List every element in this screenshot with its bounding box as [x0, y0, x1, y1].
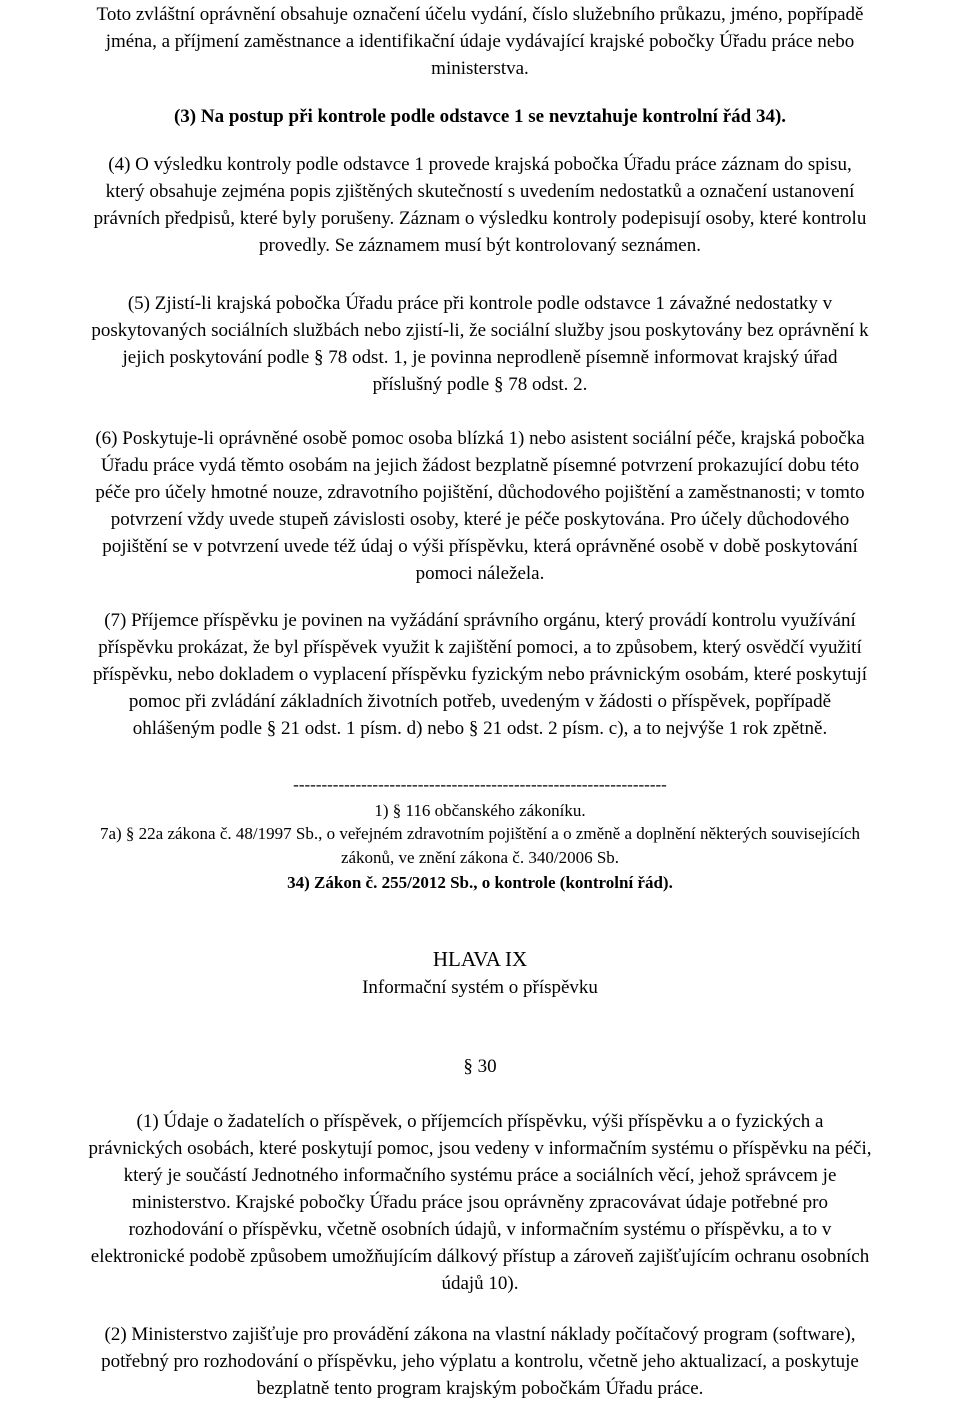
paragraph-7-line: (7) Příjemce příspěvku je povinen na vyžádání správního orgánu, který provádí kontrolu využívání — [104, 610, 856, 631]
section-30-para-1-line: ministerstvo. Krajské pobočky Úřadu práce jsou oprávněny zpracovávat údaje potřebné pro — [132, 1192, 828, 1213]
paragraph-5-line: jejich poskytování podle § 78 odst. 1, je povinna neprodleně písemně informovat krajský úřad — [122, 347, 838, 368]
paragraph-6-line: pomoci náležela. — [415, 563, 545, 584]
paragraph-6-line: (6) Poskytuje-li oprávněné osobě pomoc osoba blízká 1) nebo asistent sociální péče, krajská pobočka — [95, 428, 865, 449]
paragraph-4-line: který obsahuje zejména popis zjištěných skutečností s uvedením nedostatků a označení ustanovení — [105, 181, 855, 202]
paragraph-5-line: (5) Zjistí-li krajská pobočka Úřadu práce při kontrole podle odstavce 1 závažné nedostatky v — [127, 293, 833, 314]
footnote: 1) § 116 občanského zákoníku. — [374, 801, 586, 820]
paragraph-7-line: pomoc při zvládání základních životních potřeb, uvedeným v žádosti o příspěvek, popřípadě — [128, 691, 832, 712]
intro-line: jména, a příjmení zaměstnance a identifikační údaje vydávající krajské pobočky Úřadu práce nebo — [105, 31, 855, 52]
paragraph-6-line: Úřadu práce vydá těmto osobám na jejich žádost bezplatně písemné potvrzení prokazující dobu této — [100, 455, 860, 476]
section-30-para-2-line: (2) Ministerstvo zajišťuje pro provádění zákona na vlastní náklady počítačový program (software), — [104, 1324, 856, 1345]
section-30-para-1-line: údajů 10). — [441, 1273, 519, 1294]
paragraph-7-line: ohlášeným podle § 21 odst. 1 písm. d) nebo § 21 odst. 2 písm. c), a to nejvýše 1 rok zpětně. — [132, 718, 828, 739]
chapter-title: HLAVA IX — [432, 947, 528, 971]
paragraph-6-line: pojištění se v potvrzení uvede též údaj o výši příspěvku, která oprávněné osobě v době poskytování — [102, 536, 858, 557]
paragraph-5-line: poskytovaných sociálních službách nebo zjistí-li, že sociální služby jsou poskytovány bez oprávnění k — [91, 320, 869, 341]
paragraph-7-line: příspěvku, nebo dokladem o vyplacení příspěvku fyzickým nebo právnickým osobám, které poskytují — [92, 664, 868, 685]
footnote-separator: ------------------------------------------------------------------ — [293, 775, 667, 794]
chapter-subtitle: Informační systém o příspěvku — [362, 977, 598, 998]
paragraph-4-line: (4) O výsledku kontroly podle odstavce 1 provede krajská pobočka Úřadu práce záznam do spisu, — [108, 154, 852, 175]
intro-line: ministerstva. — [431, 58, 529, 79]
section-30-para-2-line: bezplatně tento program krajským pobočkám Úřadu práce. — [256, 1378, 704, 1399]
section-30-para-1-line: elektronické podobě způsobem umožňujícím dálkový přístup a zároveň zajišťujícím ochranu osobních — [90, 1246, 870, 1267]
paragraph-5-line: příslušný podle § 78 odst. 2. — [372, 374, 588, 395]
intro-line: Toto zvláštní oprávnění obsahuje označení účelu vydání, číslo služebního průkazu, jméno, popřípadě — [96, 4, 864, 25]
footnote: zákonů, ve znění zákona č. 340/2006 Sb. — [340, 848, 620, 867]
section-30-para-2-line: potřebný pro rozhodování o příspěvku, jeho výplatu a kontrolu, včetně jeho aktualizací, a poskytuje — [101, 1351, 859, 1372]
paragraph-6-line: péče pro účely hmotné nouze, zdravotního pojištění, důchodového pojištění a zaměstnanosti; v tomto — [95, 482, 865, 503]
paragraph-4-line: právních předpisů, které byly porušeny. Záznam o výsledku kontroly podepisují osoby, které kontrolu — [93, 208, 867, 229]
footnote: 7a) § 22a zákona č. 48/1997 Sb., o veřejném zdravotním pojištění a o změně a doplnění některých souvisejících — [99, 824, 861, 843]
section-30-para-1-line: (1) Údaje o žadatelích o příspěvek, o příjemcích příspěvku, výši příspěvku a o fyzických a — [136, 1111, 824, 1132]
section-30-para-1-line: který je součástí Jednotného informačního systému práce a sociálních věcí, jehož správcem je — [123, 1165, 837, 1186]
section-number: § 30 — [463, 1056, 497, 1077]
section-30-para-1-line: právnických osobách, které poskytují pomoc, jsou vedeny v informačním systému o příspěvku na péči, — [88, 1138, 872, 1159]
paragraph-4-line: provedly. Se záznamem musí být kontrolovaný seznámen. — [259, 235, 701, 256]
paragraph-6-line: potvrzení vždy uvede stupeň závislosti osoby, které je péče poskytována. Pro účely důchodového — [110, 509, 850, 530]
section-30-para-1-line: rozhodování o příspěvku, včetně osobních údajů, v informačním systému o příspěvku, a to v — [128, 1219, 832, 1240]
footnote-bold: 34) Zákon č. 255/2012 Sb., o kontrole (kontrolní řád). — [287, 873, 673, 892]
paragraph-3: (3) Na postup při kontrole podle odstavce 1 se nevztahuje kontrolní řád 34). — [173, 106, 787, 127]
paragraph-7-line: příspěvku prokázat, že byl příspěvek využit k zajištění pomoci, a to způsobem, který osvědčí využití — [98, 637, 862, 658]
